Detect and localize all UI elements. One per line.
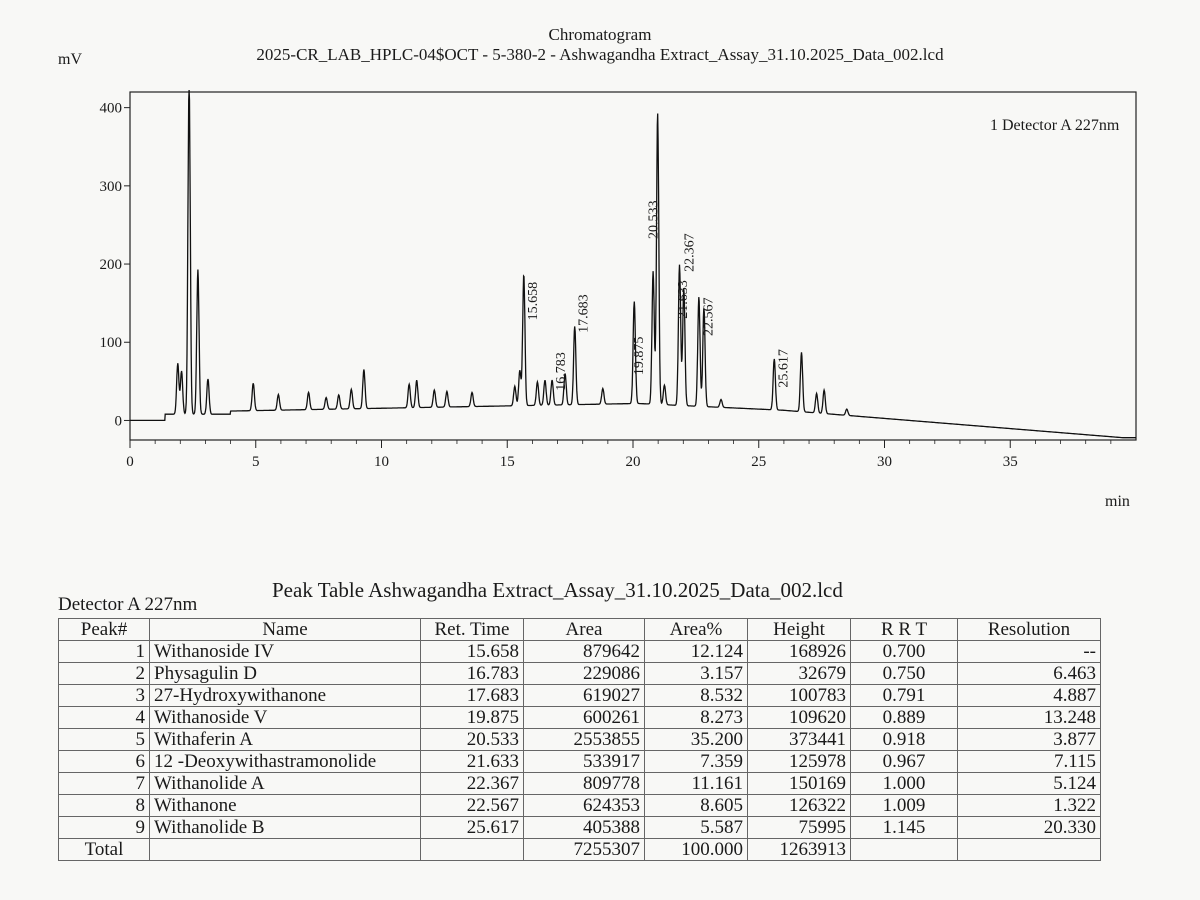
cell-peak: 7 — [59, 773, 150, 795]
total-empty-rrt — [851, 839, 958, 861]
cell-area: 533917 — [524, 751, 645, 773]
x-tick-label: 30 — [877, 454, 892, 470]
x-tick-label: 0 — [126, 454, 134, 470]
cell-name: Withanolide A — [150, 773, 421, 795]
cell-area-pct: 3.157 — [645, 663, 748, 685]
cell-name: 12 -Deoxywithastramonolide — [150, 751, 421, 773]
cell-height: 125978 — [748, 751, 851, 773]
cell-name: Withanone — [150, 795, 421, 817]
cell-area: 2553855 — [524, 729, 645, 751]
total-label: Total — [59, 839, 150, 861]
header-name: Name — [150, 619, 421, 641]
table-row — [59, 663, 1101, 685]
table-row — [59, 817, 1101, 839]
peak-label: 25.617 — [776, 349, 792, 388]
cell-rrt: 0.750 — [851, 663, 958, 685]
cell-area-pct: 8.605 — [645, 795, 748, 817]
cell-area-pct: 5.587 — [645, 817, 748, 839]
chart-subtitle: 2025-CR_LAB_HPLC-04$OCT - 5-380-2 - Ashwagandha Extract_Assay_31.10.2025_Data_002.lcd — [256, 45, 944, 64]
cell-resolution: 3.877 — [958, 729, 1101, 751]
cell-height: 75995 — [748, 817, 851, 839]
peak-table-title: Peak Table Ashwagandha Extract_Assay_31.10.2025_Data_002.lcd — [272, 578, 843, 602]
cell-ret-time: 20.533 — [421, 729, 524, 751]
cell-resolution: 5.124 — [958, 773, 1101, 795]
cell-peak: 8 — [59, 795, 150, 817]
cell-height: 126322 — [748, 795, 851, 817]
peak-label: 22.567 — [701, 297, 717, 336]
table-row — [59, 729, 1101, 751]
peak-label: 19.875 — [631, 336, 647, 376]
header-rrt: R R T — [851, 619, 958, 641]
cell-peak: 2 — [59, 663, 150, 685]
header-peak: Peak# — [59, 619, 150, 641]
cell-area-pct: 8.273 — [645, 707, 748, 729]
plot-frame — [130, 92, 1136, 440]
cell-rrt: 0.791 — [851, 685, 958, 707]
chart-title: Chromatogram — [548, 25, 652, 44]
cell-rrt: 0.967 — [851, 751, 958, 773]
total-empty-res — [958, 839, 1101, 861]
x-tick-label: 25 — [751, 454, 767, 470]
chromatogram-trace — [130, 90, 1136, 438]
total-area: 7255307 — [524, 839, 645, 861]
peak-table — [58, 618, 1101, 861]
axes — [100, 92, 1137, 470]
cell-area-pct: 7.359 — [645, 751, 748, 773]
cell-area: 405388 — [524, 817, 645, 839]
cell-area-pct: 35.200 — [645, 729, 748, 751]
table-row — [59, 751, 1101, 773]
cell-resolution: 20.330 — [958, 817, 1101, 839]
cell-ret-time: 22.367 — [421, 773, 524, 795]
cell-rrt: 0.889 — [851, 707, 958, 729]
cell-rrt: 1.009 — [851, 795, 958, 817]
header-area: Area — [524, 619, 645, 641]
total-area-pct: 100.000 — [645, 839, 748, 861]
cell-area: 600261 — [524, 707, 645, 729]
cell-rrt: 0.918 — [851, 729, 958, 751]
table-row — [59, 685, 1101, 707]
cell-height: 150169 — [748, 773, 851, 795]
peak-label: 22.367 — [682, 233, 698, 272]
peak-labels — [526, 201, 791, 391]
y-tick-label: 100 — [99, 335, 122, 352]
cell-peak: 9 — [59, 817, 150, 839]
cell-area-pct: 8.532 — [645, 685, 748, 707]
x-tick-label: 5 — [252, 454, 260, 470]
y-axis-label: mV — [58, 51, 82, 68]
cell-rrt: 0.700 — [851, 641, 958, 663]
cell-height: 373441 — [748, 729, 851, 751]
cell-area-pct: 12.124 — [645, 641, 748, 663]
header-ret-time: Ret. Time — [421, 619, 524, 641]
y-tick-label: 400 — [99, 100, 122, 117]
table-row — [59, 707, 1101, 729]
cell-ret-time: 22.567 — [421, 795, 524, 817]
header-resolution: Resolution — [958, 619, 1101, 641]
cell-name: Physagulin D — [150, 663, 421, 685]
cell-resolution: 7.115 — [958, 751, 1101, 773]
cell-resolution: 1.322 — [958, 795, 1101, 817]
cell-area: 624353 — [524, 795, 645, 817]
x-tick-label: 15 — [499, 454, 515, 470]
cell-resolution: 6.463 — [958, 663, 1101, 685]
cell-name: 27-Hydroxywithanone — [150, 685, 421, 707]
cell-ret-time: 19.875 — [421, 707, 524, 729]
x-tick-label: 20 — [625, 454, 641, 470]
x-axis-label: min — [1105, 493, 1130, 510]
cell-ret-time: 21.633 — [421, 751, 524, 773]
cell-ret-time: 16.783 — [421, 663, 524, 685]
cell-ret-time: 15.658 — [421, 641, 524, 663]
table-total-row — [59, 839, 1101, 861]
cell-resolution: 4.887 — [958, 685, 1101, 707]
cell-ret-time: 17.683 — [421, 685, 524, 707]
cell-area: 229086 — [524, 663, 645, 685]
header-height: Height — [748, 619, 851, 641]
x-tick-label: 35 — [1002, 454, 1018, 470]
cell-peak: 6 — [59, 751, 150, 773]
cell-peak: 3 — [59, 685, 150, 707]
cell-rrt: 1.000 — [851, 773, 958, 795]
table-row — [59, 641, 1101, 663]
table-row — [59, 795, 1101, 817]
peak-label: 15.658 — [525, 281, 541, 321]
detector-label: Detector A 227nm — [58, 594, 198, 615]
cell-peak: 1 — [59, 641, 150, 663]
cell-height: 109620 — [748, 707, 851, 729]
cell-height: 32679 — [748, 663, 851, 685]
peak-label: 20.533 — [646, 200, 662, 240]
cell-peak: 5 — [59, 729, 150, 751]
legend-label: 1 Detector A 227nm — [990, 117, 1120, 134]
trace-group — [130, 90, 1136, 438]
peak-table-body — [59, 641, 1101, 861]
header-area-pct: Area% — [645, 619, 748, 641]
y-tick-label: 200 — [99, 257, 122, 274]
cell-area: 879642 — [524, 641, 645, 663]
cell-height: 100783 — [748, 685, 851, 707]
cell-peak: 4 — [59, 707, 150, 729]
cell-resolution: -- — [958, 641, 1101, 663]
cell-name: Withanolide B — [150, 817, 421, 839]
cell-rrt: 1.145 — [851, 817, 958, 839]
peak-label: 17.683 — [576, 294, 592, 333]
peak-label: 21.633 — [676, 280, 692, 319]
cell-area: 809778 — [524, 773, 645, 795]
y-tick-label: 0 — [114, 413, 122, 430]
cell-height: 168926 — [748, 641, 851, 663]
total-empty-rt — [421, 839, 524, 861]
cell-area-pct: 11.161 — [645, 773, 748, 795]
total-height: 1263913 — [748, 839, 851, 861]
peak-table-header — [59, 619, 1101, 641]
cell-ret-time: 25.617 — [421, 817, 524, 839]
cell-name: Withanoside IV — [150, 641, 421, 663]
cell-area: 619027 — [524, 685, 645, 707]
table-row — [59, 773, 1101, 795]
cell-resolution: 13.248 — [958, 707, 1101, 729]
total-empty-name — [150, 839, 421, 861]
peak-label: 16.783 — [554, 352, 570, 391]
x-tick-label: 10 — [374, 454, 389, 470]
cell-name: Withanoside V — [150, 707, 421, 729]
y-tick-label: 300 — [99, 178, 122, 195]
cell-name: Withaferin A — [150, 729, 421, 751]
